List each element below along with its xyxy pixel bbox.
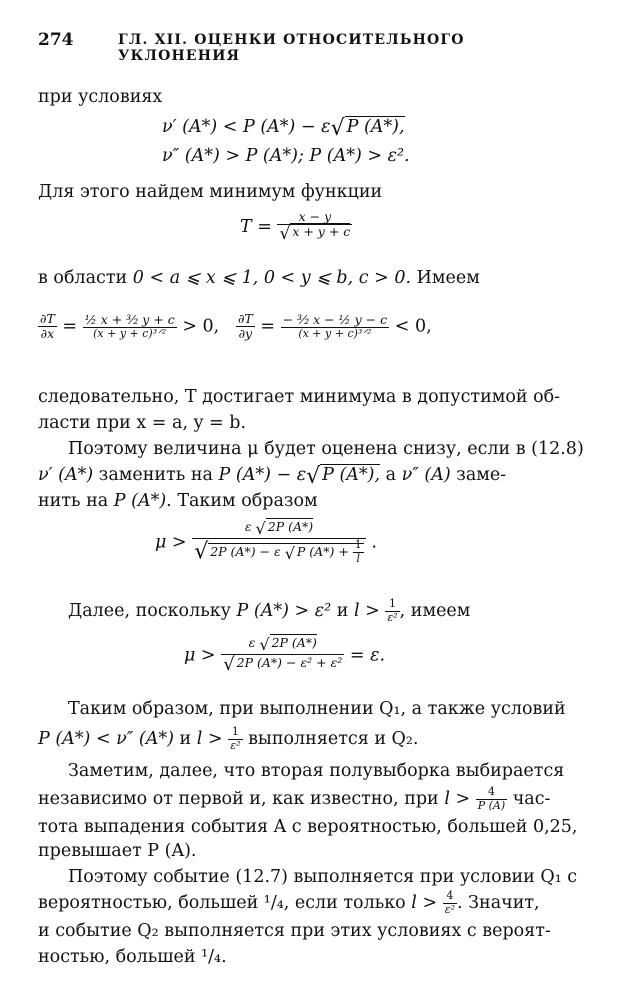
text-line: нить на P (A*). Таким образом [38, 491, 318, 511]
formula-mu-2: μ > $\frac{\varepsilon √ 2P (A*)}{\text{√ 2P (A*) − ε² + ε²}}$ = ε. [184, 635, 386, 676]
text-line: превышает P (A). [38, 841, 197, 861]
condition-1: ν′ (A*) < P (A*) − ε√ P (A*), [162, 116, 405, 141]
formula-derivatives: $\frac{\partial T}{\partial x}$ = ½ x + ³⁄₂ y + c (x + y + c)³ᐟ² > 0, $\frac{\partial T}{\partial y}$ = − ³⁄₂ x − ½ y − c (x + y + c)³ᐟ² < 0, [40, 311, 432, 342]
running-title: ГЛ. XII. ОЦЕНКИ ОТНОСИТЕЛЬНОГО УКЛОНЕНИЯ [118, 32, 465, 64]
text-line: Таким образом, при выполнении Q₁, а также условий [68, 699, 566, 719]
fraction: $\frac{x - y}{√ x + y + c}$ [279, 209, 351, 245]
text-line: следовательно, T достигает минимума в допустимой об- [38, 387, 561, 407]
text-line: Заметим, далее, что вторая полувыборка выбирается [68, 761, 565, 781]
formula-mu-1: μ > ε √ 2P (A*) √ 2P (A*) − ε √ P (A*) + $\frac{1}{l}$ . [155, 519, 377, 566]
text-line: ласти при x = a, y = b. [38, 413, 247, 433]
page-header [38, 30, 582, 64]
text-line: Далее, поскольку P (A*) > ε² и l > $\frac{1}{\text{ε²}}$ , имеем [68, 597, 471, 624]
text-line: вероятностью, большей ¹/₄, если только l > $\frac{4}{\text{ε²}}$ . Значит, [38, 889, 540, 916]
text-line: в области 0 < a ⩽ x ⩽ 1, 0 < y ⩽ b, c > 0. Имеем [38, 268, 480, 288]
text-line: при условиях [38, 87, 163, 107]
formula-T: T = $\frac{x - y}{√ x + y + c}$ [240, 209, 351, 245]
text-line: независимо от первой и, как известно, при l > $\frac{4}{P (A)}$ час- [38, 785, 551, 812]
text-line: ν′ (A*) заменить на P (A*) − ε√ P (A*), а ν″ (A) заме- [38, 464, 507, 489]
text-line: P (A*) < ν″ (A*) и l > $\frac{1}{\text{ε²}}$ выполняется и Q₂. [38, 725, 419, 752]
condition-2: ν″ (A*) > P (A*); P (A*) > ε². [162, 146, 410, 166]
text-line: ностью, большей ¹/₄. [38, 947, 227, 967]
text-line: Поэтому событие (12.7) выполняется при условии Q₁ с [68, 867, 578, 887]
text-line: и событие Q₂ выполняется при этих условиях с вероят- [38, 921, 551, 941]
page-number: 274 [38, 30, 74, 50]
text-line: тота выпадения события A с вероятностью, большей 0,25, [38, 817, 578, 837]
text-line: Для этого найдем минимум функции [38, 182, 383, 202]
text-line: Поэтому величина μ будет оценена снизу, если в (12.8) [68, 439, 584, 459]
